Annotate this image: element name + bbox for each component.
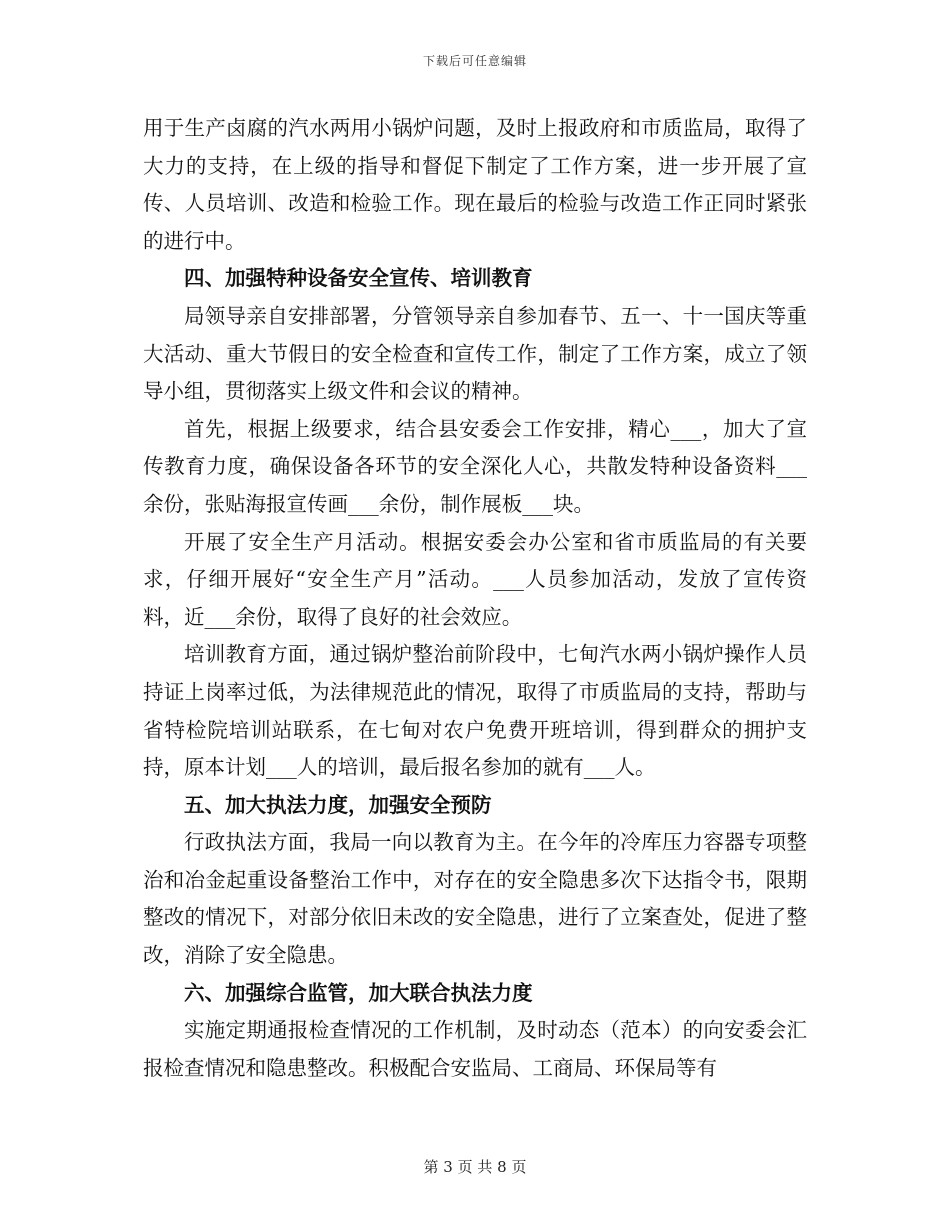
- paragraph: 实施定期通报检查情况的工作机制，及时动态（范本）的向安委会汇报检查情况和隐患整改。积极配合安监局、工商局、环保局等有: [143, 1018, 807, 1080]
- paragraph-continued: 用于生产卤腐的汽水两用小锅炉问题，及时上报政府和市质监局，取得了大力的支持，在上级的指导和督促下制定了工作方案，进一步开展了宣传、人员培训、改造和检验工作。现在最后的检验与改造工作正同时紧张的进行中。: [143, 116, 807, 253]
- page-footer: 第 3 页 共 8 页: [423, 1158, 527, 1176]
- section-heading-5: 五、加大执法力度，加强安全预防: [184, 792, 492, 817]
- paragraph: 开展了安全生产月活动。根据安委会办公室和省市质监局的有关要求，仔细开展好“安全生产月”活动。___人员参加活动，发放了宣传资料，近___余份，取得了良好的社会效应。: [143, 529, 807, 629]
- paragraph: 行政执法方面，我局一向以教育为主。在今年的冷库压力容器专项整治和冶金起重设备整治工作中，对存在的安全隐患多次下达指令书，限期整改的情况下，对部分依旧未改的安全隐患，进行了立案查处，促进了整改，消除了安全隐患。: [143, 830, 807, 968]
- section-heading-4: 四、加强特种设备安全宣传、培训教育: [184, 266, 533, 291]
- paragraph: 局领导亲自安排部署，分管领导亲自参加春节、五一、十一国庆等重大活动、重大节假日的安全检查和宣传工作，制定了工作方案，成立了领导小组，贯彻落实上级文件和会议的精神。: [143, 303, 807, 404]
- page-header: 下载后可任意编辑: [422, 54, 527, 68]
- document-body: [143, 110, 807, 1087]
- section-heading-6: 六、加强综合监管，加大联合执法力度: [184, 980, 533, 1005]
- paragraph: 培训教育方面，通过锅炉整治前阶段中，七甸汽水两小锅炉操作人员持证上岗率过低，为法律规范此的情况，取得了市质监局的支持，帮助与省特检院培训站联系，在七甸对农户免费开班培训，得到群众的拥护支持，原本计划___人的培训，最后报名参加的就有___人。: [143, 642, 807, 780]
- paragraph: 首先，根据上级要求，结合县安委会工作安排，精心___，加大了宣传教育力度，确保设备各环节的安全深化人心，共散发特种设备资料___余份，张贴海报宣传画___余份，制作展板___块。: [143, 416, 807, 516]
